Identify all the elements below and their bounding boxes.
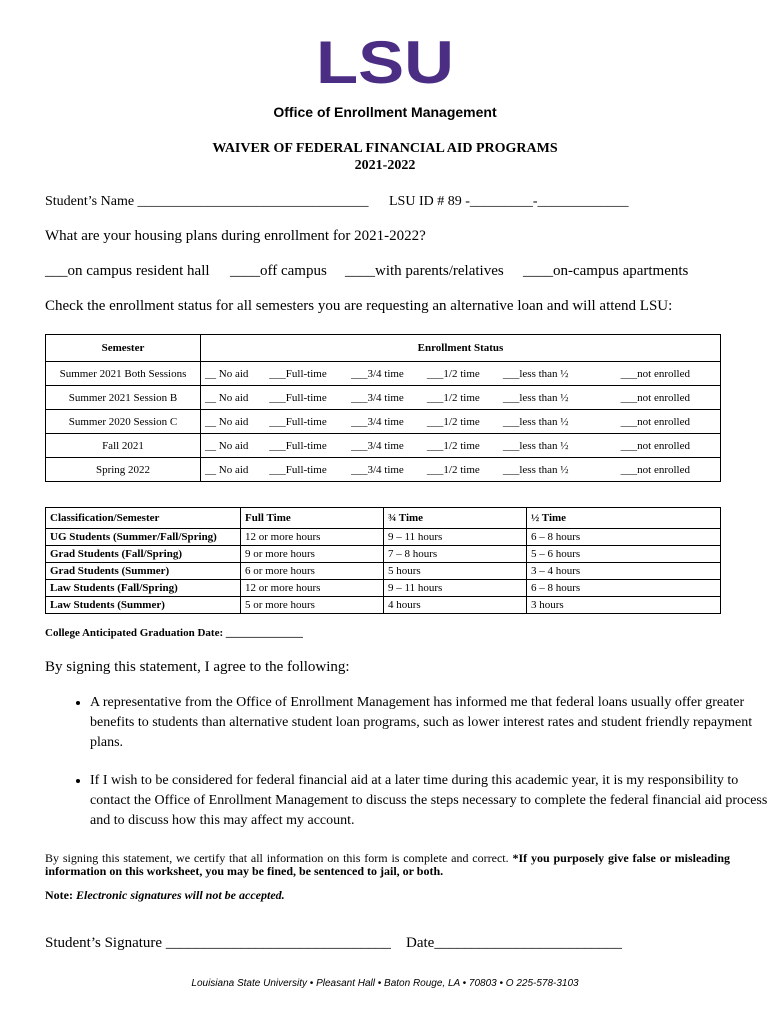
- lsu-logo: [315, 38, 455, 86]
- housing-option-apartments[interactable]: ____on-campus apartments: [523, 263, 689, 279]
- classification-row: [46, 546, 721, 563]
- graduation-date-field[interactable]: College Anticipated Graduation Date: ______________: [45, 627, 303, 639]
- classification-cell: Law Students (Fall/Spring): [46, 580, 241, 597]
- footer-address: Louisiana State University • Pleasant Hall • Baton Rouge, LA • 70803 • O 225-578-3103: [191, 978, 579, 989]
- lsu-id-field[interactable]: LSU ID # 89 -_________-_____________: [389, 194, 629, 209]
- status-option[interactable]: ___1/2 time: [423, 362, 499, 386]
- agree-intro: By signing this statement, I agree to the following:: [45, 659, 350, 675]
- agreement-item: • If I wish to be considered for federal financial aid at a later time during this academic year, it is my responsibility to contact the Office of Enrollment Management to discuss the steps necessary to complete the federal financial aid process and to discuss how this may affect my account.: [90, 771, 770, 831]
- note-label: Note:: [45, 888, 73, 902]
- status-option[interactable]: ___1/2 time: [423, 434, 499, 458]
- status-option[interactable]: __ No aid: [201, 362, 266, 386]
- hours-cell: 12 or more hours: [241, 529, 384, 546]
- status-option[interactable]: ___less than ½: [499, 410, 591, 434]
- hours-cell: 6 or more hours: [241, 563, 384, 580]
- certify-warning: *If you purposely give false or misleading information on this worksheet, you may be fined, be sentenced to jail, or both.: [45, 851, 730, 878]
- status-option[interactable]: ___1/2 time: [423, 458, 499, 482]
- svg-text:LSU: LSU: [316, 38, 454, 86]
- status-option[interactable]: __ No aid: [201, 410, 266, 434]
- status-option[interactable]: __ No aid: [201, 386, 266, 410]
- status-option[interactable]: ___less than ½: [499, 386, 591, 410]
- status-row: [46, 386, 721, 410]
- student-signature-field[interactable]: Student’s Signature ______________________________: [45, 935, 391, 951]
- classification-cell: Grad Students (Fall/Spring): [46, 546, 241, 563]
- housing-option-on-campus[interactable]: ___on campus resident hall: [45, 263, 210, 279]
- semester-cell: Fall 2021: [46, 434, 201, 458]
- semester-cell: Spring 2022: [46, 458, 201, 482]
- status-row: [46, 458, 721, 482]
- note: [45, 888, 285, 903]
- hours-cell: 12 or more hours: [241, 580, 384, 597]
- status-row: [46, 362, 721, 386]
- hours-cell: 6 – 8 hours: [527, 580, 721, 597]
- hours-cell: 3 hours: [527, 597, 721, 614]
- status-option[interactable]: ___3/4 time: [347, 434, 423, 458]
- housing-option-off-campus[interactable]: ____off campus: [230, 263, 327, 279]
- half-time-header: ½ Time: [527, 508, 721, 529]
- classification-cell: UG Students (Summer/Fall/Spring): [46, 529, 241, 546]
- classification-row: [46, 597, 721, 614]
- date-field[interactable]: Date_________________________: [406, 935, 622, 951]
- hours-cell: 9 or more hours: [241, 546, 384, 563]
- enrollment-status-header: Enrollment Status: [201, 335, 721, 362]
- status-option[interactable]: ___not enrolled: [591, 386, 721, 410]
- semester-header: Semester: [46, 335, 201, 362]
- status-option[interactable]: ___3/4 time: [347, 410, 423, 434]
- hours-cell: 5 hours: [384, 563, 527, 580]
- housing-question: What are your housing plans during enrollment for 2021-2022?: [45, 228, 426, 244]
- student-name-field[interactable]: Student’s Name _________________________________: [45, 194, 369, 209]
- classification-header: Classification/Semester: [46, 508, 241, 529]
- housing-option-parents[interactable]: ____with parents/relatives: [345, 263, 504, 279]
- classification-row: [46, 529, 721, 546]
- office-name: Office of Enrollment Management: [273, 104, 497, 120]
- hours-cell: 9 – 11 hours: [384, 529, 527, 546]
- semester-cell: Summer 2021 Both Sessions: [46, 362, 201, 386]
- form-year: 2021-2022: [354, 158, 416, 173]
- hours-cell: 3 – 4 hours: [527, 563, 721, 580]
- classification-table: [45, 507, 721, 614]
- status-option[interactable]: ___less than ½: [499, 434, 591, 458]
- check-instruction: Check the enrollment status for all semesters you are requesting an alternative loan and will attend LSU:: [45, 298, 673, 314]
- status-option[interactable]: ___not enrolled: [591, 362, 721, 386]
- status-option[interactable]: ___3/4 time: [347, 362, 423, 386]
- enrollment-status-table: [45, 334, 721, 482]
- status-option[interactable]: __ No aid: [201, 458, 266, 482]
- status-option[interactable]: ___3/4 time: [347, 458, 423, 482]
- status-option[interactable]: ___not enrolled: [591, 410, 721, 434]
- hours-cell: 9 – 11 hours: [384, 580, 527, 597]
- note-text: Electronic signatures will not be accepted.: [75, 888, 285, 902]
- three-quarter-header: ¾ Time: [384, 508, 527, 529]
- classification-cell: Grad Students (Summer): [46, 563, 241, 580]
- status-option[interactable]: ___Full-time: [265, 434, 347, 458]
- status-option[interactable]: ___Full-time: [265, 410, 347, 434]
- status-option[interactable]: ___1/2 time: [423, 386, 499, 410]
- status-option[interactable]: ___not enrolled: [591, 434, 721, 458]
- status-row: [46, 410, 721, 434]
- full-time-header: Full Time: [241, 508, 384, 529]
- status-option[interactable]: ___Full-time: [265, 386, 347, 410]
- hours-cell: 7 – 8 hours: [384, 546, 527, 563]
- hours-cell: 5 or more hours: [241, 597, 384, 614]
- agreement-list: [40, 693, 770, 849]
- status-option[interactable]: __ No aid: [201, 434, 266, 458]
- semester-cell: Summer 2021 Session B: [46, 386, 201, 410]
- hours-cell: 6 – 8 hours: [527, 529, 721, 546]
- certification-statement: [45, 852, 730, 878]
- status-option[interactable]: ___1/2 time: [423, 410, 499, 434]
- hours-cell: 4 hours: [384, 597, 527, 614]
- status-option[interactable]: ___3/4 time: [347, 386, 423, 410]
- classification-row: [46, 580, 721, 597]
- agreement-item: • A representative from the Office of Enrollment Management has informed me that federal loans usually offer greater benefits to students than alternative student loan programs, such as lower interest rates and student friendly repayment plans.: [90, 693, 770, 753]
- status-option[interactable]: ___not enrolled: [591, 458, 721, 482]
- status-option[interactable]: ___less than ½: [499, 362, 591, 386]
- status-option[interactable]: ___less than ½: [499, 458, 591, 482]
- classification-row: [46, 563, 721, 580]
- status-option[interactable]: ___Full-time: [265, 362, 347, 386]
- status-option[interactable]: ___Full-time: [265, 458, 347, 482]
- certify-text: By signing this statement, we certify that all information on this form is complete and correct.: [45, 851, 513, 865]
- hours-cell: 5 – 6 hours: [527, 546, 721, 563]
- semester-cell: Summer 2020 Session C: [46, 410, 201, 434]
- form-title: WAIVER OF FEDERAL FINANCIAL AID PROGRAMS: [212, 141, 558, 156]
- classification-cell: Law Students (Summer): [46, 597, 241, 614]
- status-row: [46, 434, 721, 458]
